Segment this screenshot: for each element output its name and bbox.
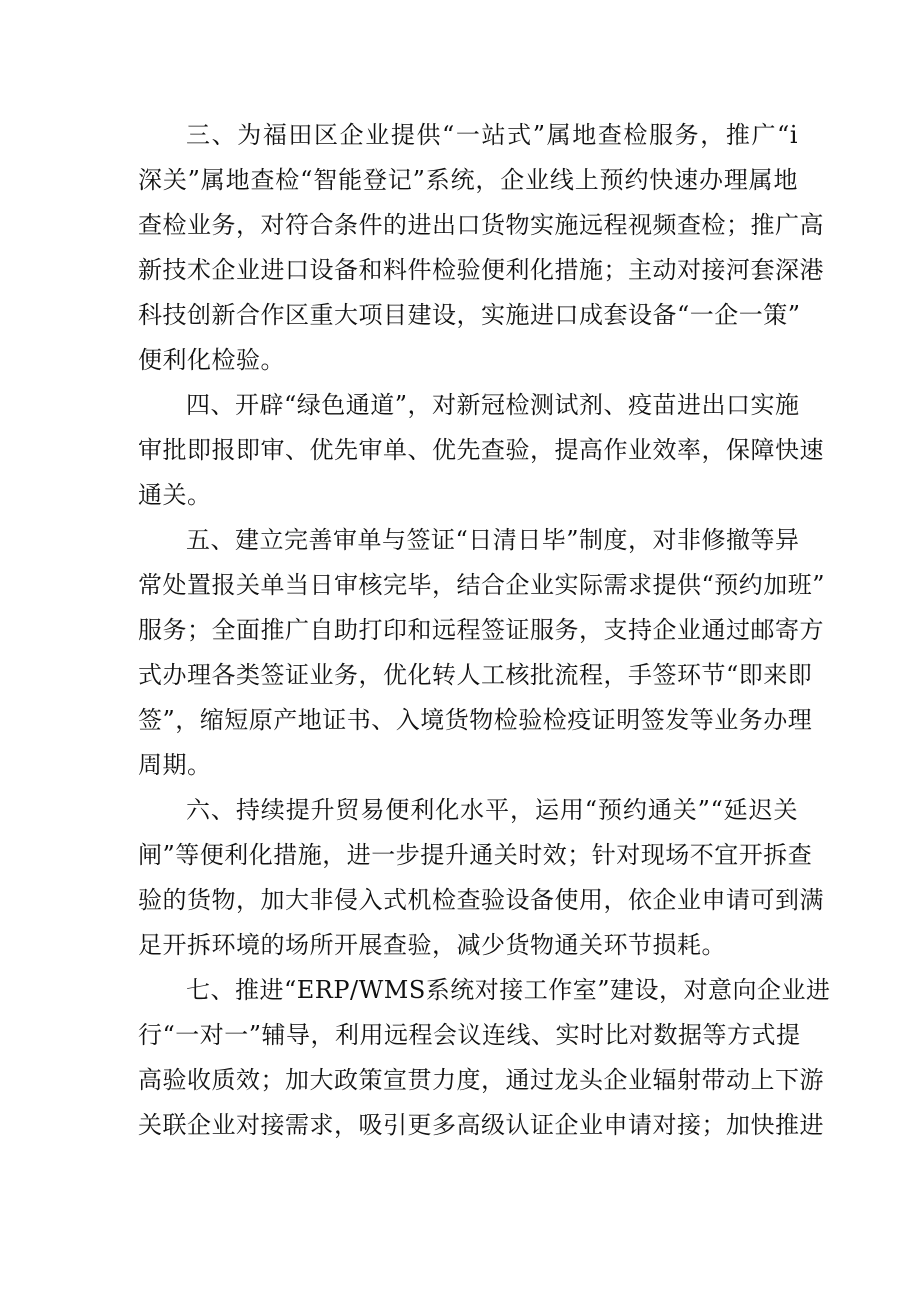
text-line: 通关。: [138, 481, 212, 509]
text-line: 式办理各类签证业务，优化转人工核批流程，手签环节“即来即: [138, 661, 813, 689]
text-line: 签”，缩短原产地证书、入境货物检验检疫证明签发等业务办理: [138, 706, 813, 734]
text-line: 四、开辟“绿色通道”，对新冠检测试剂、疫苗进出口实施: [186, 391, 800, 419]
text-line: 深关”属地查检“智能登记”系统，企业线上预约快速办理属地: [138, 166, 798, 194]
text-line: 关联企业对接需求，吸引更多高级认证企业申请对接；加快推进: [138, 1111, 824, 1139]
text-line: 审批即报即审、优先审单、优先查验，提高作业效率，保障快速: [138, 436, 824, 464]
text-line: 六、持续提升贸易便利化水平，运用“预约通关”“延迟关: [186, 796, 798, 824]
text-line: 验的货物，加大非侵入式机检查验设备使用，依企业申请可到满: [138, 886, 824, 914]
text-line: 足开拆环境的场所开展查验，减少货物通关环节损耗。: [138, 931, 726, 959]
text-line: 科技创新合作区重大项目建设，实施进口成套设备“一企一策”: [138, 301, 801, 329]
text-line: 查检业务，对符合条件的进出口货物实施远程视频查检；推广高: [138, 211, 824, 239]
text-line: 常处置报关单当日审核完毕，结合企业实际需求提供“预约加班”: [138, 571, 826, 599]
text-line: 五、建立完善审单与签证“日清日毕”制度，对非修撤等异: [186, 526, 800, 554]
text-line: 周期。: [138, 751, 212, 779]
text-line: 三、为福田区企业提供“一站式”属地查检服务，推广“i: [186, 121, 798, 149]
text-line: 服务；全面推广自助打印和远程签证服务，支持企业通过邮寄方: [138, 616, 824, 644]
text-line: 行“一对一”辅导，利用远程会议连线、实时比对数据等方式提: [138, 1021, 801, 1049]
text-line: 七、推进“ERP/WMS系统对接工作室”建设，对意向企业进: [186, 976, 831, 1004]
text-line: 高验收质效；加大政策宣贯力度，通过龙头企业辐射带动上下游: [138, 1066, 824, 1094]
text-line: 新技术企业进口设备和料件检验便利化措施；主动对接河套深港: [138, 256, 824, 284]
text-line: 便利化检验。: [138, 346, 285, 374]
text-line: 闸”等便利化措施，进一步提升通关时效；针对现场不宜开拆查: [138, 841, 813, 869]
